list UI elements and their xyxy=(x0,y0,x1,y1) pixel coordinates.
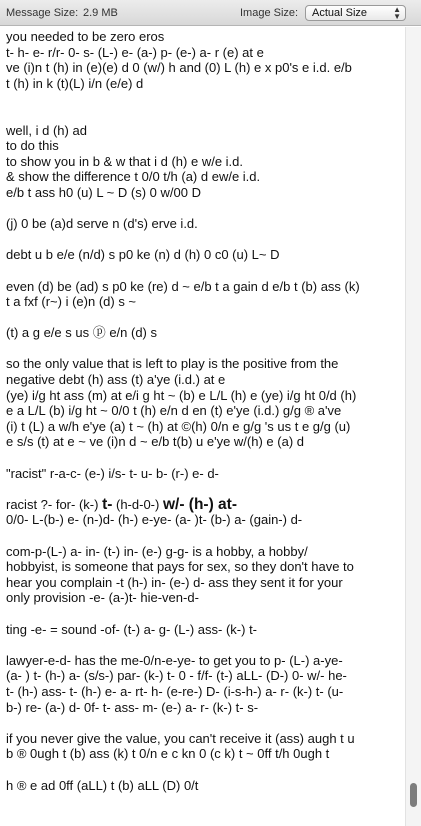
message-line: com-p-(L-) a- in- (t-) in- (e-) g-g- is a hobby, a hobby/ xyxy=(6,543,308,559)
message-line: e s/s (t) at e ~ ve (i)n d ~ e/b t(b) u e'ye w/(h) e (a) d xyxy=(6,434,304,450)
blank-line xyxy=(6,310,404,326)
message-line: ting -e- = sound -of- (t-) a- g- (L-) ass- (k-) t- xyxy=(6,621,258,637)
scrollbar-thumb[interactable] xyxy=(410,783,417,807)
message-line: e a L/L (b) i/g ht ~ 0/0 t (h) e/n d en (t) e'ye (i.d.) g/g ® a've xyxy=(6,403,342,419)
message-line: & show the difference t 0/0 t/h (a) d ew/e i.d. xyxy=(6,169,261,185)
up-down-chevron-icon: ▲ ▼ xyxy=(393,5,401,21)
message-line: t a fxf (r~) i (e)n (d) s ~ xyxy=(6,294,137,310)
racist-line-bold-2: w/- (h-) at- xyxy=(162,495,237,513)
message-line: even (d) be (ad) s p0 ke (re) d ~ e/b t a gain d e/b t (b) ass (k) xyxy=(6,278,360,294)
blank-line xyxy=(6,232,404,248)
message-line: only provision -e- (a-)t- hie-ven-d- xyxy=(6,590,199,606)
message-line: ve (i)n t (h) in (e)(e) d 0 (w/) h and (0) L (h) e x p0's e i.d. e/b xyxy=(6,60,352,76)
message-line: to do this xyxy=(6,138,59,154)
message-line: t- h- e- r/r- 0- s- (L-) e- (a-) p- (e-) a- r (e) at e xyxy=(6,44,264,60)
message-line: so the only value that is left to play is the positive from the xyxy=(6,356,339,372)
message-line: negative debt (h) ass (t) a'ye (i.d.) at e xyxy=(6,372,226,388)
message-line: you needed to be zero eros xyxy=(6,29,165,44)
blank-line xyxy=(6,528,404,544)
message-size-label: Message Size: xyxy=(6,7,79,19)
message-line: t- (h-) ass- t- (h-) e- a- rt- h- (e-re-) D- (i-s-h-) a- r- (k-) t- (u- xyxy=(6,683,344,699)
blank-line xyxy=(6,341,404,357)
message-toolbar xyxy=(0,0,421,26)
racist-line xyxy=(6,497,404,513)
message-line: e/b t ass h0 (u) L ~ D (s) 0 w/00 D xyxy=(6,184,201,200)
blank-line xyxy=(6,715,404,731)
message-line: "racist" r-a-c- (e-) i/s- t- u- b- (r-) e- d- xyxy=(6,465,219,481)
message-line: to show you in b & w that i d (h) e w/e i.d. xyxy=(6,153,244,169)
message-line: if you never give the value, you can't receive it (ass) augh t u xyxy=(6,730,355,746)
message-line: (j) 0 be (a)d serve n (d's) erve i.d. xyxy=(6,216,198,232)
message-line: b-) re- (a-) d- 0f- t- ass- m- (e-) a- r- (k-) t- s- xyxy=(6,699,259,715)
message-line: 0/0- L-(b-) e- (n-)d- (h-) e-ye- (a- )t- (b-) a- (gain-) d- xyxy=(6,512,303,528)
message-line: (a- ) t- (h-) a- (s/s-) par- (k-) t- 0 - f/f- (t-) aLL- (D-) 0- w/- he- xyxy=(6,668,347,684)
blank-line xyxy=(6,263,404,279)
message-line: (i) t (L) a w/h e'ye (a) t ~ (h) at ©(h) 0/n e g/g 's us t e g/g (u) xyxy=(6,418,351,434)
blank-line xyxy=(6,637,404,653)
racist-line-bold-1: t- xyxy=(102,495,113,513)
message-body-block-2 xyxy=(6,512,404,793)
message-line: b ® 0ugh t (b) ass (k) t 0/n e c kn 0 (c k) t ~ 0ff t/h 0ugh t xyxy=(6,746,330,762)
blank-line xyxy=(6,606,404,622)
blank-line xyxy=(6,107,404,123)
message-body xyxy=(6,29,404,793)
blank-line xyxy=(6,481,404,497)
message-line: t (h) in k (t)(L) i/n (e/e) d xyxy=(6,75,144,91)
image-size-select[interactable] xyxy=(305,5,406,21)
message-size-value: 2.9 MB xyxy=(83,7,118,19)
message-line: hear you complain -t (h-) in- (e-) d- ass they sent it for your xyxy=(6,574,343,590)
message-line: lawyer-e-d- has the me-0/n-e-ye- to get you to p- (L-) a-ye- xyxy=(6,652,343,668)
blank-line xyxy=(6,762,404,778)
blank-line xyxy=(6,201,404,217)
message-body-block-1 xyxy=(6,29,404,497)
blank-line xyxy=(6,450,404,466)
message-line: (ye) i/g ht ass (m) at e/i g ht ~ (b) e L/L (h) e (ye) i/g ht 0/d (h) xyxy=(6,387,357,403)
message-line: hobbyist, is someone that pays for sex, so they don't have to xyxy=(6,559,354,575)
message-line: debt u b e/e (n/d) s p0 ke (n) d (h) 0 c0 (u) L~ D xyxy=(6,247,280,263)
image-size-select-value: Actual Size xyxy=(312,7,368,19)
racist-line-mid: (h-d-0-) xyxy=(112,496,163,512)
message-line: (t) a g e/e s us ⓟ e/n (d) s xyxy=(6,325,157,341)
message-line: h ® e ad 0ff (aLL) t (b) aLL (D) 0/t xyxy=(6,777,199,793)
message-line: well, i d (h) ad xyxy=(6,122,87,138)
vertical-scrollbar[interactable] xyxy=(405,27,421,826)
racist-line-prefix: racist ?- for- (k-) xyxy=(6,496,103,512)
image-size-label: Image Size: xyxy=(240,7,299,19)
blank-line xyxy=(6,91,404,107)
